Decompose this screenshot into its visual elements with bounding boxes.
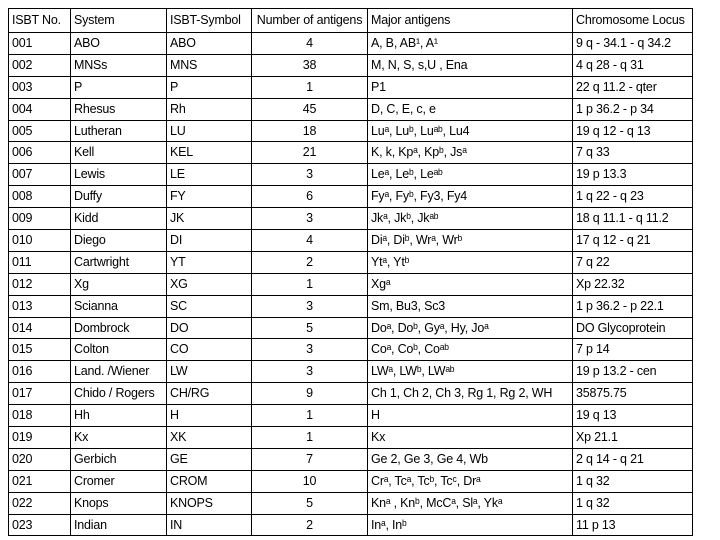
system-cell: Hh: [71, 405, 167, 427]
system-cell: Kidd: [71, 208, 167, 230]
number-of-antigens-cell: 9: [252, 383, 368, 405]
table-row: [9, 164, 693, 186]
table-row: [9, 208, 693, 230]
major-antigens-cell: Diᵃ, Diᵇ, Wrᵃ, Wrᵇ: [368, 230, 573, 252]
isbt-no-cell: 019: [9, 427, 71, 449]
isbt-symbol-cell: ABO: [167, 33, 252, 55]
number-of-antigens-cell: 3: [252, 208, 368, 230]
system-cell: Gerbich: [71, 449, 167, 471]
system-cell: Dombrock: [71, 318, 167, 340]
chromosome-locus-cell: 19 q 12 - q 13: [573, 121, 693, 143]
header-number-of-antigens: Number of antigens: [252, 9, 368, 33]
major-antigens-cell: Kx: [368, 427, 573, 449]
major-antigens-cell: Coᵃ, Coᵇ, Coᵃᵇ: [368, 339, 573, 361]
isbt-symbol-cell: H: [167, 405, 252, 427]
isbt-symbol-cell: IN: [167, 515, 252, 537]
isbt-no-cell: 021: [9, 471, 71, 493]
isbt-no-cell: 009: [9, 208, 71, 230]
blood-group-table: [8, 8, 693, 536]
isbt-symbol-cell: CH/RG: [167, 383, 252, 405]
major-antigens-cell: LWᵃ, LWᵇ, LWᵃᵇ: [368, 361, 573, 383]
chromosome-locus-cell: 11 p 13: [573, 515, 693, 537]
header-system: System: [71, 9, 167, 33]
isbt-no-cell: 007: [9, 164, 71, 186]
system-cell: Duffy: [71, 186, 167, 208]
system-cell: Scianna: [71, 296, 167, 318]
isbt-no-cell: 004: [9, 99, 71, 121]
isbt-symbol-cell: LW: [167, 361, 252, 383]
isbt-no-cell: 001: [9, 33, 71, 55]
chromosome-locus-cell: 1 q 32: [573, 493, 693, 515]
table-row: [9, 449, 693, 471]
isbt-symbol-cell: P: [167, 77, 252, 99]
table-row: [9, 471, 693, 493]
isbt-symbol-cell: XG: [167, 274, 252, 296]
major-antigens-cell: A, B, AB¹, A¹: [368, 33, 573, 55]
number-of-antigens-cell: 1: [252, 405, 368, 427]
system-cell: Knops: [71, 493, 167, 515]
table-row: [9, 230, 693, 252]
system-cell: Cromer: [71, 471, 167, 493]
chromosome-locus-cell: 1 q 32: [573, 471, 693, 493]
isbt-symbol-cell: GE: [167, 449, 252, 471]
table-row: [9, 405, 693, 427]
header-major-antigens: Major antigens: [368, 9, 573, 33]
number-of-antigens-cell: 1: [252, 274, 368, 296]
major-antigens-cell: D, C, E, c, e: [368, 99, 573, 121]
number-of-antigens-cell: 2: [252, 252, 368, 274]
isbt-symbol-cell: JK: [167, 208, 252, 230]
system-cell: Lewis: [71, 164, 167, 186]
header-isbt-no: ISBT No.: [9, 9, 71, 33]
system-cell: Kx: [71, 427, 167, 449]
isbt-no-cell: 015: [9, 339, 71, 361]
isbt-symbol-cell: XK: [167, 427, 252, 449]
major-antigens-cell: Ytᵃ, Ytᵇ: [368, 252, 573, 274]
isbt-no-cell: 003: [9, 77, 71, 99]
number-of-antigens-cell: 5: [252, 493, 368, 515]
major-antigens-cell: Doᵃ, Doᵇ, Gyᵃ, Hy, Joᵃ: [368, 318, 573, 340]
isbt-symbol-cell: CROM: [167, 471, 252, 493]
major-antigens-cell: P1: [368, 77, 573, 99]
number-of-antigens-cell: 1: [252, 427, 368, 449]
table-row: [9, 252, 693, 274]
number-of-antigens-cell: 3: [252, 361, 368, 383]
system-cell: Xg: [71, 274, 167, 296]
table-row: [9, 383, 693, 405]
major-antigens-cell: H: [368, 405, 573, 427]
chromosome-locus-cell: 9 q - 34.1 - q 34.2: [573, 33, 693, 55]
system-cell: Kell: [71, 142, 167, 164]
table-row: [9, 99, 693, 121]
table-body: [9, 33, 693, 536]
major-antigens-cell: Crᵃ, Tcᵃ, Tcᵇ, Tcᶜ, Drᵃ: [368, 471, 573, 493]
isbt-symbol-cell: LU: [167, 121, 252, 143]
number-of-antigens-cell: 1: [252, 77, 368, 99]
chromosome-locus-cell: 22 q 11.2 - qter: [573, 77, 693, 99]
chromosome-locus-cell: 1 q 22 - q 23: [573, 186, 693, 208]
isbt-no-cell: 023: [9, 515, 71, 537]
table-row: [9, 296, 693, 318]
major-antigens-cell: M, N, S, s,U , Ena: [368, 55, 573, 77]
isbt-no-cell: 005: [9, 121, 71, 143]
isbt-symbol-cell: KEL: [167, 142, 252, 164]
chromosome-locus-cell: 7 q 33: [573, 142, 693, 164]
isbt-no-cell: 022: [9, 493, 71, 515]
isbt-no-cell: 014: [9, 318, 71, 340]
major-antigens-cell: Leᵃ, Leᵇ, Leᵃᵇ: [368, 164, 573, 186]
system-cell: MNSs: [71, 55, 167, 77]
header-isbt-symbol: ISBT-Symbol: [167, 9, 252, 33]
table-row: [9, 339, 693, 361]
table-row: [9, 55, 693, 77]
system-cell: Colton: [71, 339, 167, 361]
number-of-antigens-cell: 21: [252, 142, 368, 164]
system-cell: Rhesus: [71, 99, 167, 121]
number-of-antigens-cell: 5: [252, 318, 368, 340]
chromosome-locus-cell: 1 p 36.2 - p 22.1: [573, 296, 693, 318]
table-row: [9, 121, 693, 143]
number-of-antigens-cell: 45: [252, 99, 368, 121]
table-row: [9, 318, 693, 340]
number-of-antigens-cell: 4: [252, 33, 368, 55]
chromosome-locus-cell: DO Glycoprotein: [573, 318, 693, 340]
isbt-symbol-cell: DO: [167, 318, 252, 340]
chromosome-locus-cell: 18 q 11.1 - q 11.2: [573, 208, 693, 230]
chromosome-locus-cell: 2 q 14 - q 21: [573, 449, 693, 471]
number-of-antigens-cell: 4: [252, 230, 368, 252]
major-antigens-cell: Inᵃ, Inᵇ: [368, 515, 573, 537]
system-cell: ABO: [71, 33, 167, 55]
major-antigens-cell: Fyᵃ, Fyᵇ, Fy3, Fy4: [368, 186, 573, 208]
isbt-no-cell: 011: [9, 252, 71, 274]
major-antigens-cell: Knᵃ , Knᵇ, McCᵃ, Slᵃ, Ykᵃ: [368, 493, 573, 515]
system-cell: Lutheran: [71, 121, 167, 143]
table-row: [9, 493, 693, 515]
isbt-no-cell: 010: [9, 230, 71, 252]
isbt-no-cell: 016: [9, 361, 71, 383]
table-row: [9, 515, 693, 537]
number-of-antigens-cell: 3: [252, 296, 368, 318]
chromosome-locus-cell: 19 p 13.3: [573, 164, 693, 186]
system-cell: P: [71, 77, 167, 99]
isbt-symbol-cell: LE: [167, 164, 252, 186]
table-row: [9, 77, 693, 99]
major-antigens-cell: Ge 2, Ge 3, Ge 4, Wb: [368, 449, 573, 471]
table-row: [9, 142, 693, 164]
major-antigens-cell: Sm, Bu3, Sc3: [368, 296, 573, 318]
major-antigens-cell: Ch 1, Ch 2, Ch 3, Rg 1, Rg 2, WH: [368, 383, 573, 405]
chromosome-locus-cell: 1 p 36.2 - p 34: [573, 99, 693, 121]
number-of-antigens-cell: 6: [252, 186, 368, 208]
isbt-symbol-cell: Rh: [167, 99, 252, 121]
number-of-antigens-cell: 2: [252, 515, 368, 537]
table-row: [9, 274, 693, 296]
chromosome-locus-cell: 7 q 22: [573, 252, 693, 274]
major-antigens-cell: K, k, Kpᵃ, Kpᵇ, Jsᵃ: [368, 142, 573, 164]
isbt-no-cell: 013: [9, 296, 71, 318]
chromosome-locus-cell: 19 q 13: [573, 405, 693, 427]
chromosome-locus-cell: Xp 22.32: [573, 274, 693, 296]
number-of-antigens-cell: 18: [252, 121, 368, 143]
chromosome-locus-cell: 7 p 14: [573, 339, 693, 361]
table-row: [9, 361, 693, 383]
isbt-no-cell: 006: [9, 142, 71, 164]
table-row: [9, 33, 693, 55]
isbt-symbol-cell: DI: [167, 230, 252, 252]
number-of-antigens-cell: 3: [252, 339, 368, 361]
number-of-antigens-cell: 38: [252, 55, 368, 77]
isbt-symbol-cell: CO: [167, 339, 252, 361]
system-cell: Indian: [71, 515, 167, 537]
isbt-symbol-cell: FY: [167, 186, 252, 208]
system-cell: Chido / Rogers: [71, 383, 167, 405]
isbt-no-cell: 020: [9, 449, 71, 471]
number-of-antigens-cell: 7: [252, 449, 368, 471]
table-row: [9, 186, 693, 208]
header-chromosome-locus: Chromosome Locus: [573, 9, 693, 33]
isbt-no-cell: 017: [9, 383, 71, 405]
isbt-symbol-cell: SC: [167, 296, 252, 318]
isbt-no-cell: 018: [9, 405, 71, 427]
table-row: [9, 427, 693, 449]
system-cell: Diego: [71, 230, 167, 252]
chromosome-locus-cell: 17 q 12 - q 21: [573, 230, 693, 252]
system-cell: Land. /Wiener: [71, 361, 167, 383]
chromosome-locus-cell: 35875.75: [573, 383, 693, 405]
isbt-no-cell: 002: [9, 55, 71, 77]
chromosome-locus-cell: 4 q 28 - q 31: [573, 55, 693, 77]
major-antigens-cell: Jkᵃ, Jkᵇ, Jkᵃᵇ: [368, 208, 573, 230]
isbt-symbol-cell: MNS: [167, 55, 252, 77]
number-of-antigens-cell: 10: [252, 471, 368, 493]
isbt-no-cell: 008: [9, 186, 71, 208]
isbt-symbol-cell: YT: [167, 252, 252, 274]
chromosome-locus-cell: Xp 21.1: [573, 427, 693, 449]
table-header-row: [9, 9, 693, 33]
system-cell: Cartwright: [71, 252, 167, 274]
major-antigens-cell: Xgᵃ: [368, 274, 573, 296]
chromosome-locus-cell: 19 p 13.2 - cen: [573, 361, 693, 383]
number-of-antigens-cell: 3: [252, 164, 368, 186]
isbt-symbol-cell: KNOPS: [167, 493, 252, 515]
isbt-no-cell: 012: [9, 274, 71, 296]
major-antigens-cell: Luᵃ, Luᵇ, Luᵃᵇ, Lu4: [368, 121, 573, 143]
